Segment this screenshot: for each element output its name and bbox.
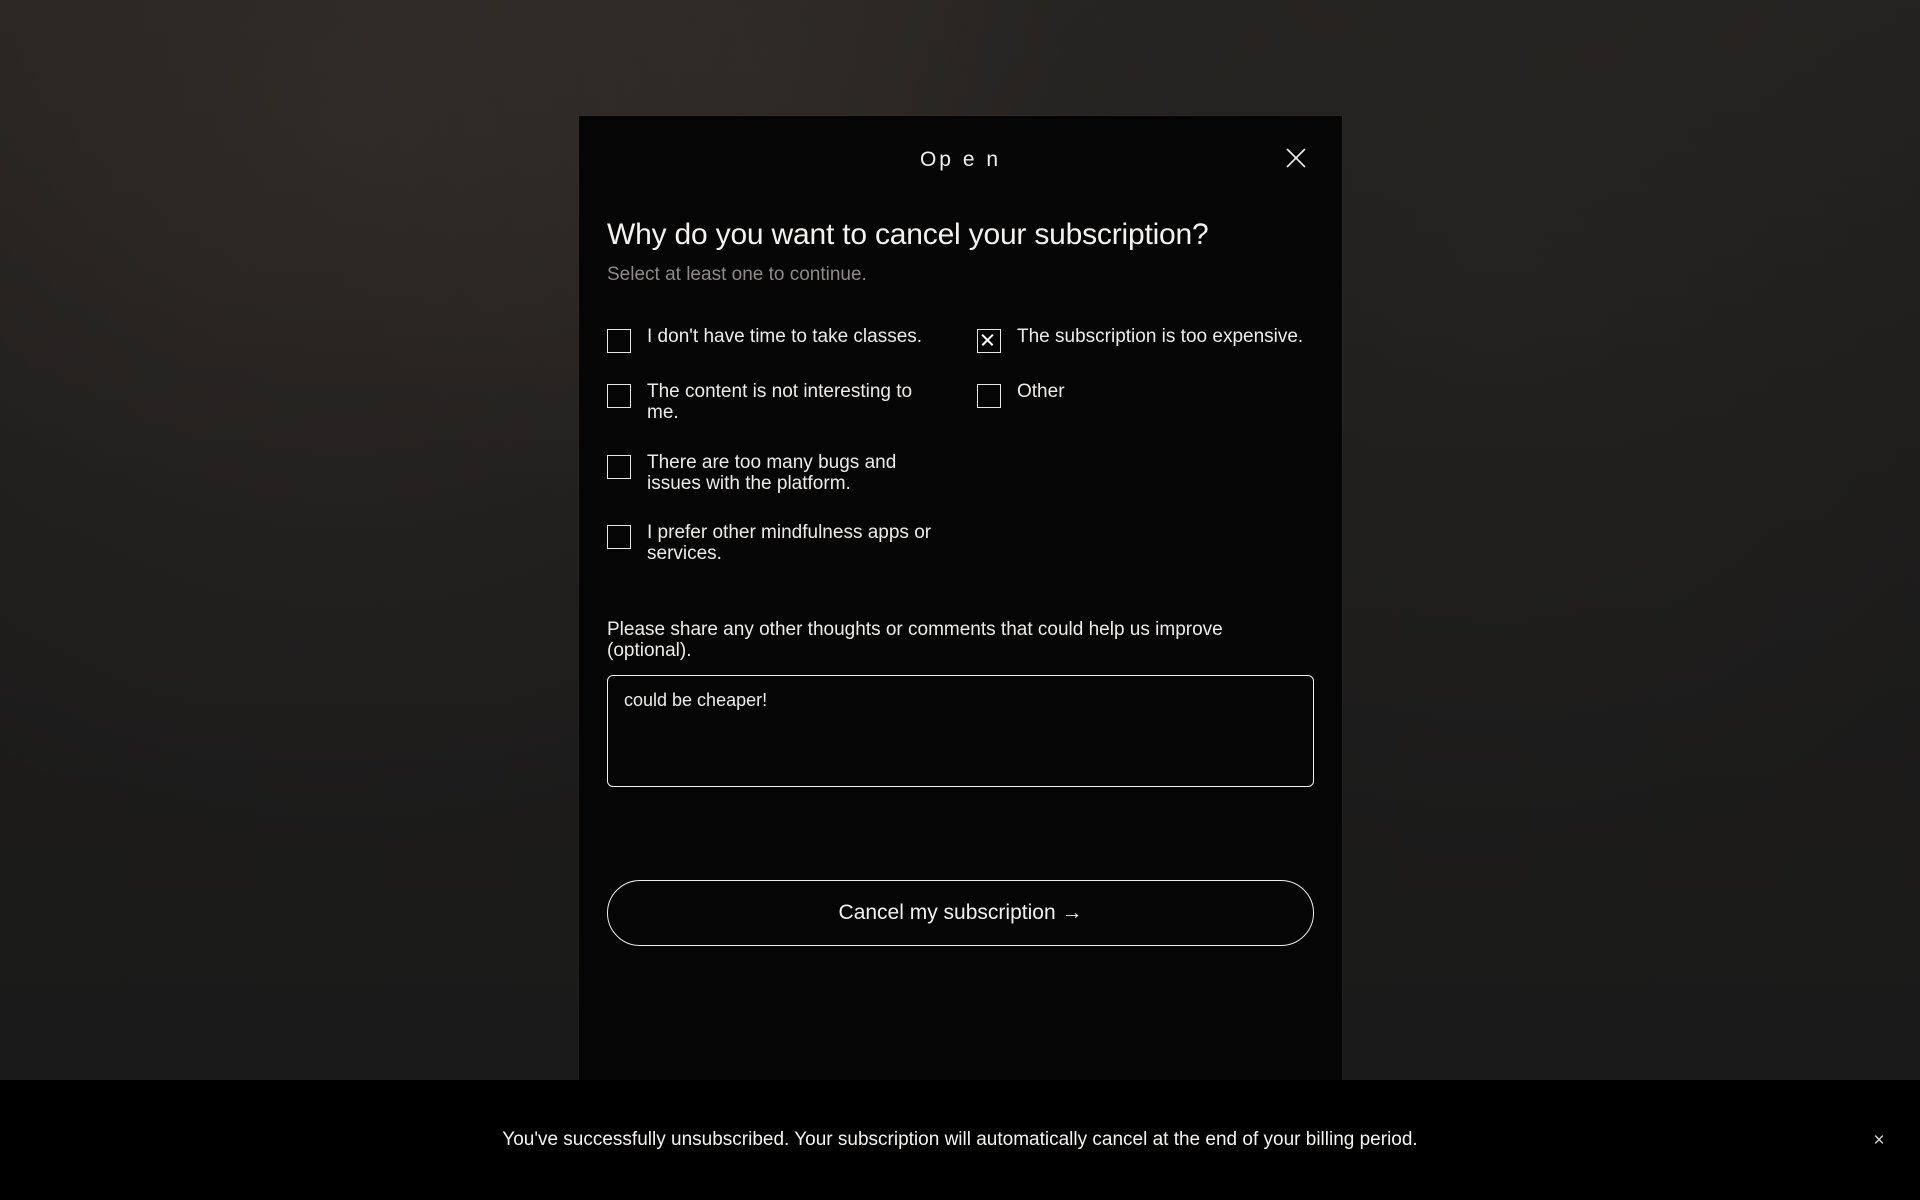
- toast-close-icon[interactable]: ×: [1873, 1129, 1885, 1151]
- reason-option-no-time[interactable]: [607, 326, 977, 353]
- unsubscribe-toast: [0, 1080, 1920, 1200]
- reasons-column-right: [977, 326, 1314, 593]
- checkbox-content-not-interesting[interactable]: [607, 384, 631, 408]
- comments-textarea[interactable]: [607, 675, 1314, 787]
- reason-option-other[interactable]: [977, 381, 1314, 408]
- reason-label-too-many-bugs: There are too many bugs and issues with the platform.: [647, 451, 897, 494]
- reason-option-too-expensive[interactable]: [977, 326, 1314, 353]
- checkbox-too-expensive[interactable]: [977, 329, 1001, 353]
- cancel-subscription-modal: [579, 116, 1342, 1084]
- reason-option-content-not-interesting[interactable]: [607, 381, 977, 424]
- comments-label: Please share any other thoughts or comments that could help us improve (optional).: [607, 618, 1223, 661]
- reason-label-content-not-interesting: The content is not interesting to me.: [647, 381, 913, 424]
- reasons-column-left: [607, 326, 977, 593]
- modal-header: [579, 116, 1342, 202]
- reason-label-prefer-other-apps: I prefer other mindfulness apps or services.: [647, 522, 932, 565]
- close-icon[interactable]: [1276, 138, 1316, 178]
- toast-message: You've successfully unsubscribed. Your subscription will automatically cancel at the end of your billing period.: [502, 1129, 1418, 1150]
- reason-option-prefer-other-apps[interactable]: [607, 522, 977, 565]
- modal-body: [579, 218, 1342, 976]
- cancel-subscription-button[interactable]: Cancel my subscription →: [607, 880, 1314, 946]
- reason-label-too-expensive: The subscription is too expensive.: [1017, 326, 1304, 347]
- checkbox-no-time[interactable]: [607, 329, 631, 353]
- checkbox-prefer-other-apps[interactable]: [607, 525, 631, 549]
- cancellation-reasons: [607, 326, 1314, 593]
- page-subtitle: Select at least one to continue.: [607, 264, 867, 285]
- reason-label-other: Other: [1017, 381, 1065, 402]
- checkbox-too-many-bugs[interactable]: [607, 455, 631, 479]
- reason-label-no-time: I don't have time to take classes.: [647, 326, 923, 347]
- cta-container: [607, 880, 1314, 976]
- modal-title: Op e n: [919, 148, 1002, 171]
- checkbox-other[interactable]: [977, 384, 1001, 408]
- page-title: Why do you want to cancel your subscription?: [607, 218, 1209, 251]
- reason-option-too-many-bugs[interactable]: [607, 452, 977, 495]
